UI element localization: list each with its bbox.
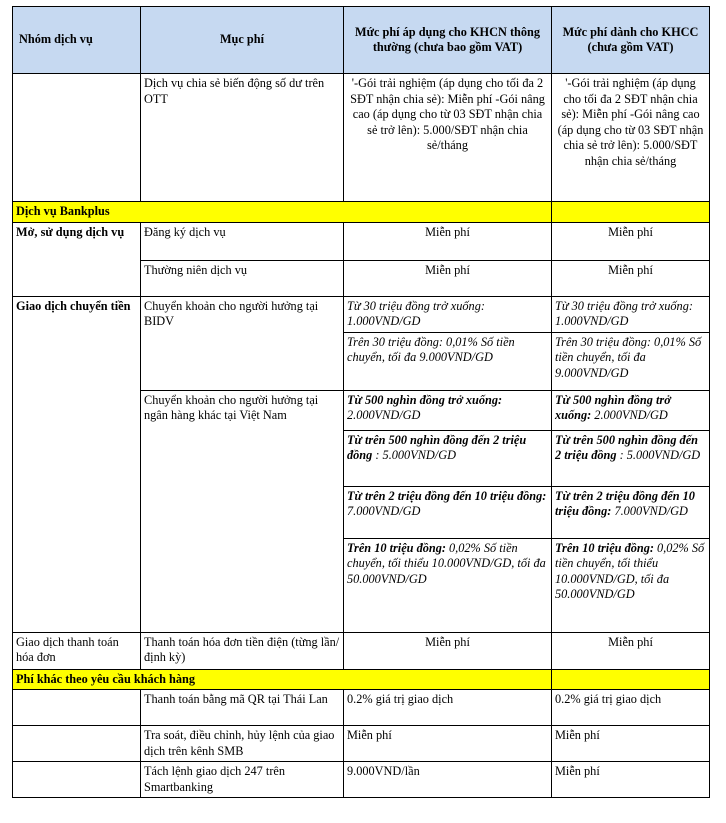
row-group-cell: Mở, sử dụng dịch vụ [13, 222, 141, 296]
row-khcc-cell: Miễn phí [552, 762, 710, 798]
row-khcn-cell: Trên 30 triệu đồng: 0,01% Số tiền chuyển, tối đa 9.000VND/GD [344, 332, 552, 390]
row-khcc-cell: Miễn phí [552, 726, 710, 762]
row-item-cell: Chuyển khoản cho người hưởng tại ngân hàng khác tại Việt Nam [141, 390, 344, 632]
tier-value: : 5.000VND/GD [616, 448, 701, 462]
row-khcc-cell: Trên 30 triệu đồng: 0,01% Số tiền chuyển, tối đa 9.000VND/GD [552, 332, 710, 390]
row-khcn-cell: '-Gói trải nghiệm (áp dụng cho tối đa 2 SĐT nhận chia sẻ): Miễn phí -Gói nâng cao (áp dụng cho từ 03 SĐT nhận chia sẻ trở lên): 5.000/SĐT nhận chia sẻ/tháng [344, 74, 552, 202]
table-row [13, 222, 710, 260]
row-group-cell [13, 74, 141, 202]
table-row [13, 726, 710, 762]
tier-label: Từ trên 500 nghìn đồng đến 2 triệu đồng [555, 432, 699, 462]
table-row [13, 74, 710, 202]
row-khcc-cell: Miễn phí [552, 222, 710, 260]
row-khcc-cell: Miễn phí [552, 632, 710, 669]
row-group-cell: Giao dịch thanh toán hóa đơn [13, 632, 141, 669]
table-row [13, 690, 710, 726]
table-row [13, 296, 710, 332]
row-khcn-cell [344, 390, 552, 430]
row-item-cell: Tách lệnh giao dịch 247 trên Smartbanking [141, 762, 344, 798]
row-item-cell: Thanh toán bằng mã QR tại Thái Lan [141, 690, 344, 726]
row-khcn-cell [344, 486, 552, 538]
tier-label: Từ trên 2 triệu đồng đến 10 triệu đồng: [347, 488, 547, 503]
tier-value: 2.000VND/GD [347, 408, 421, 422]
row-khcc-cell [552, 390, 710, 430]
fee-table [12, 6, 710, 798]
row-khcc-cell: 0.2% giá trị giao dịch [552, 690, 710, 726]
tier-value: : 5.000VND/GD [372, 448, 456, 462]
header-service-group: Nhóm dịch vụ [13, 7, 141, 74]
row-khcn-cell: Từ 30 triệu đồng trở xuống: 1.000VND/GD [344, 296, 552, 332]
section-title: Phí khác theo yêu cầu khách hàng [13, 669, 552, 690]
row-khcn-cell: Miễn phí [344, 222, 552, 260]
tier-label: Từ 500 nghìn đồng trở xuống: [555, 392, 671, 422]
row-khcn-cell: Miễn phí [344, 632, 552, 669]
header-fee-item: Mục phí [141, 7, 344, 74]
header-khcc-fee: Mức phí dành cho KHCC (chưa gồm VAT) [552, 7, 710, 74]
tier-value: 0,02% Số tiền chuyển, tối thiểu 10.000VND/GD, tối đa 50.000VND/GD [555, 540, 705, 601]
tier-value: 7.000VND/GD [611, 504, 688, 518]
row-khcc-cell [552, 538, 710, 632]
row-khcc-cell: Miễn phí [552, 260, 710, 296]
row-khcn-cell [344, 538, 552, 632]
table-row [13, 632, 710, 669]
row-item-cell: Tra soát, điều chỉnh, hủy lệnh của giao dịch trên kênh SMB [141, 726, 344, 762]
row-khcc-cell: '-Gói trải nghiệm (áp dụng cho tối đa 2 SĐT nhận chia sẻ): Miễn phí -Gói nâng cao (áp dụng cho từ 03 SĐT nhận chia sẻ trở lên): 5.000/SĐT nhận chia sẻ/tháng [552, 74, 710, 202]
row-khcc-cell [552, 486, 710, 538]
section-title: Dịch vụ Bankplus [13, 202, 552, 223]
row-group-cell: Giao dịch chuyển tiền [13, 296, 141, 632]
row-khcc-cell: Từ 30 triệu đồng trở xuống: 1.000VND/GD [552, 296, 710, 332]
tier-label: Từ 500 nghìn đồng trở xuống: [347, 392, 503, 407]
section-bankplus [13, 202, 710, 223]
row-khcc-cell [552, 430, 710, 486]
row-item-cell: Thanh toán hóa đơn tiền điện (từng lần/định kỳ) [141, 632, 344, 669]
row-item-cell: Thường niên dịch vụ [141, 260, 344, 296]
tier-label: Từ trên 2 triệu đồng đến 10 triệu đồng: [555, 488, 695, 518]
tier-value: 2.000VND/GD [591, 408, 668, 422]
tier-value: 7.000VND/GD [347, 504, 421, 518]
table-row [13, 762, 710, 798]
row-khcn-cell: Miễn phí [344, 260, 552, 296]
row-item-cell: Đăng ký dịch vụ [141, 222, 344, 260]
tier-label: Từ trên 500 nghìn đồng đến 2 triệu đồng [347, 432, 527, 462]
tier-value: 0,02% Số tiền chuyển, tối thiểu 10.000VND/GD, tối đa 50.000VND/GD [347, 540, 546, 586]
row-khcn-cell [344, 430, 552, 486]
row-khcn-cell: Miễn phí [344, 726, 552, 762]
tier-label: Trên 10 triệu đồng: [555, 540, 654, 555]
row-khcn-cell: 9.000VND/lần [344, 762, 552, 798]
row-item-cell: Chuyển khoản cho người hưởng tại BIDV [141, 296, 344, 390]
row-khcn-cell: 0.2% giá trị giao dịch [344, 690, 552, 726]
row-item-cell: Dịch vụ chia sẻ biến động số dư trên OTT [141, 74, 344, 202]
section-other-fees [13, 669, 710, 690]
header-row [13, 7, 710, 74]
header-khcn-fee: Mức phí áp dụng cho KHCN thông thường (chưa bao gồm VAT) [344, 7, 552, 74]
tier-label: Trên 10 triệu đồng: [347, 540, 446, 555]
